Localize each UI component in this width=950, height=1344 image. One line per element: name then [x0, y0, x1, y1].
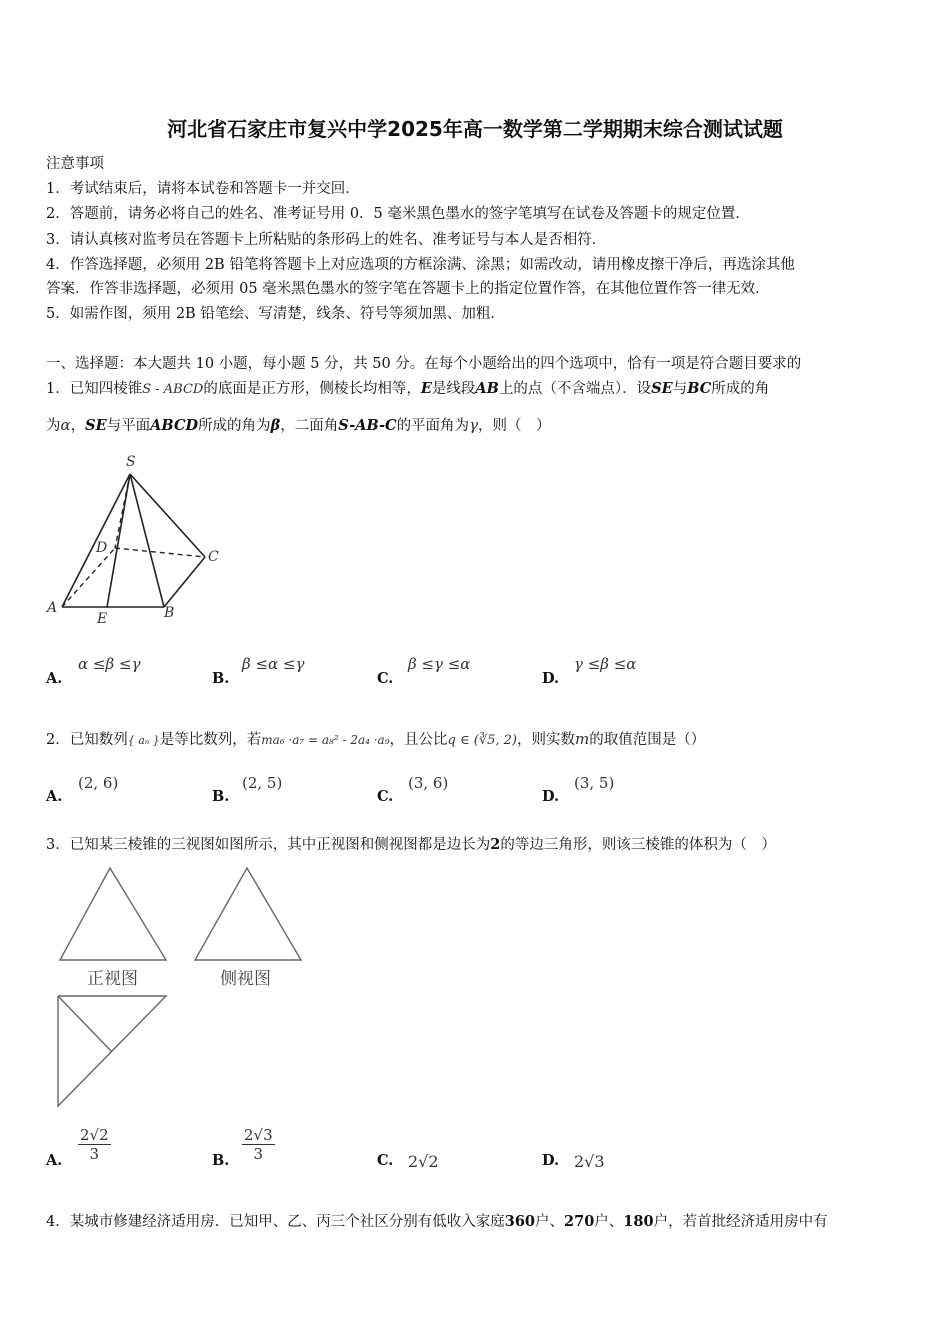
- option-letter: A.: [46, 788, 63, 805]
- option-letter: C.: [377, 788, 394, 805]
- notice-item: 1．考试结束后，请将本试卷和答题卡一并交回．: [46, 181, 360, 197]
- question-1-line-2: 为α，SE与平面ABCD所成的角为β，二面角S-AB-C的平面角为γ，则（ ）: [46, 416, 551, 434]
- option-expr: (3, 6): [408, 774, 449, 792]
- label-C: C: [208, 549, 219, 565]
- side-view-triangle: [195, 868, 301, 960]
- option-fraction: $\frac{2√2}{3}$: [80, 1126, 109, 1163]
- option-letter: D.: [542, 788, 560, 805]
- three-view-figure: [50, 860, 320, 1115]
- option-expr: (2, 5): [242, 774, 283, 792]
- option-fraction: $\frac{2√3}{3}$: [244, 1126, 273, 1163]
- pyramid-name: S - ABCD: [142, 382, 204, 397]
- option-letter: B.: [212, 788, 230, 805]
- edge-BC: [164, 557, 205, 607]
- notice-item: 3．请认真核对监考员在答题卡上所粘贴的条形码上的姓名、准考证号与本人是否相符．: [46, 232, 607, 248]
- pyramid-figure: [40, 450, 240, 630]
- edge-SD: [115, 474, 130, 548]
- option-letter: C.: [377, 670, 394, 687]
- option-letter: D.: [542, 1152, 560, 1169]
- label-A: A: [47, 600, 58, 616]
- front-view-triangle: [60, 868, 166, 960]
- option-expr: γ ≤β ≤α: [574, 655, 637, 673]
- label-D: D: [96, 540, 108, 556]
- page-title: 河北省石家庄市复兴中学2025年高一数学第二学期期末综合测试试题: [167, 117, 783, 141]
- side-view-label: 侧视图: [220, 969, 271, 989]
- option-expr: β ≤γ ≤α: [408, 655, 471, 673]
- option-letter: A.: [46, 1152, 63, 1169]
- option-expr: β ≤α ≤γ: [242, 655, 305, 673]
- option-letter: A.: [46, 670, 63, 687]
- front-view-label: 正视图: [87, 969, 138, 989]
- question-3: 3．已知某三棱锥的三视图如图所示，其中正视图和侧视图都是边长为2的等边三角形，则该三棱锥的体积为（ ）: [46, 836, 776, 853]
- label-B: B: [164, 605, 175, 621]
- option-expr: (2, 6): [78, 774, 119, 792]
- option-expr: 2√3: [574, 1152, 605, 1171]
- option-expr: (3, 5): [574, 774, 615, 792]
- notice-item: 答案．作答非选择题，必须用 05 毫米黑色墨水的签字笔在答题卡上的指定位置作答，在其他位置作答一律无效．: [46, 281, 770, 297]
- top-view-inner-line: [58, 996, 112, 1052]
- option-letter: C.: [377, 1152, 394, 1169]
- label-E: E: [97, 611, 108, 627]
- option-expr: α ≤β ≤γ: [78, 655, 141, 673]
- notice-item: 2．答题前，请务必将自己的姓名、准考证号用 0．5 毫米黑色墨水的签字笔填写在试卷及答题卡的规定位置．: [46, 206, 750, 222]
- notice-item: 4．作答选择题，必须用 2B 铅笔将答题卡上对应选项的方框涂满、涂黑；如需改动，请用橡皮擦干净后，再选涂其他: [46, 257, 795, 273]
- option-expr: 2√2: [408, 1152, 439, 1171]
- edge-DC: [115, 548, 205, 557]
- label-S: S: [126, 454, 136, 470]
- option-letter: B.: [212, 1152, 230, 1169]
- option-letter: D.: [542, 670, 560, 687]
- question-2: 2．已知数列{ aₙ }是等比数列，若ma₆ ·a₇ = a₈² - 2a₄ ·a₉，且公比q ∈ (∛5, 2)，则实数m的取值范围是（）: [46, 730, 706, 748]
- question-1-line-1: 1．已知四棱锥S - ABCD的底面是正方形，侧棱长均相等，E是线段AB上的点（不含端点）．设SE与BC所成的角: [46, 380, 770, 397]
- section-heading: 一、选择题：本大题共 10 小题，每小题 5 分，共 50 分。在每个小题给出的四个选项中，恰有一项是符合题目要求的: [46, 356, 802, 372]
- question-4: 4．某城市修建经济适用房．已知甲、乙、丙三个社区分别有低收入家庭360户、270户、180户，若首批经济适用房中有: [46, 1213, 828, 1230]
- notice-item: 5．如需作图，须用 2B 铅笔绘、写清楚，线条、符号等须加黑、加粗．: [46, 306, 505, 322]
- option-letter: B.: [212, 670, 230, 687]
- notice-heading: 注意事项: [46, 156, 104, 172]
